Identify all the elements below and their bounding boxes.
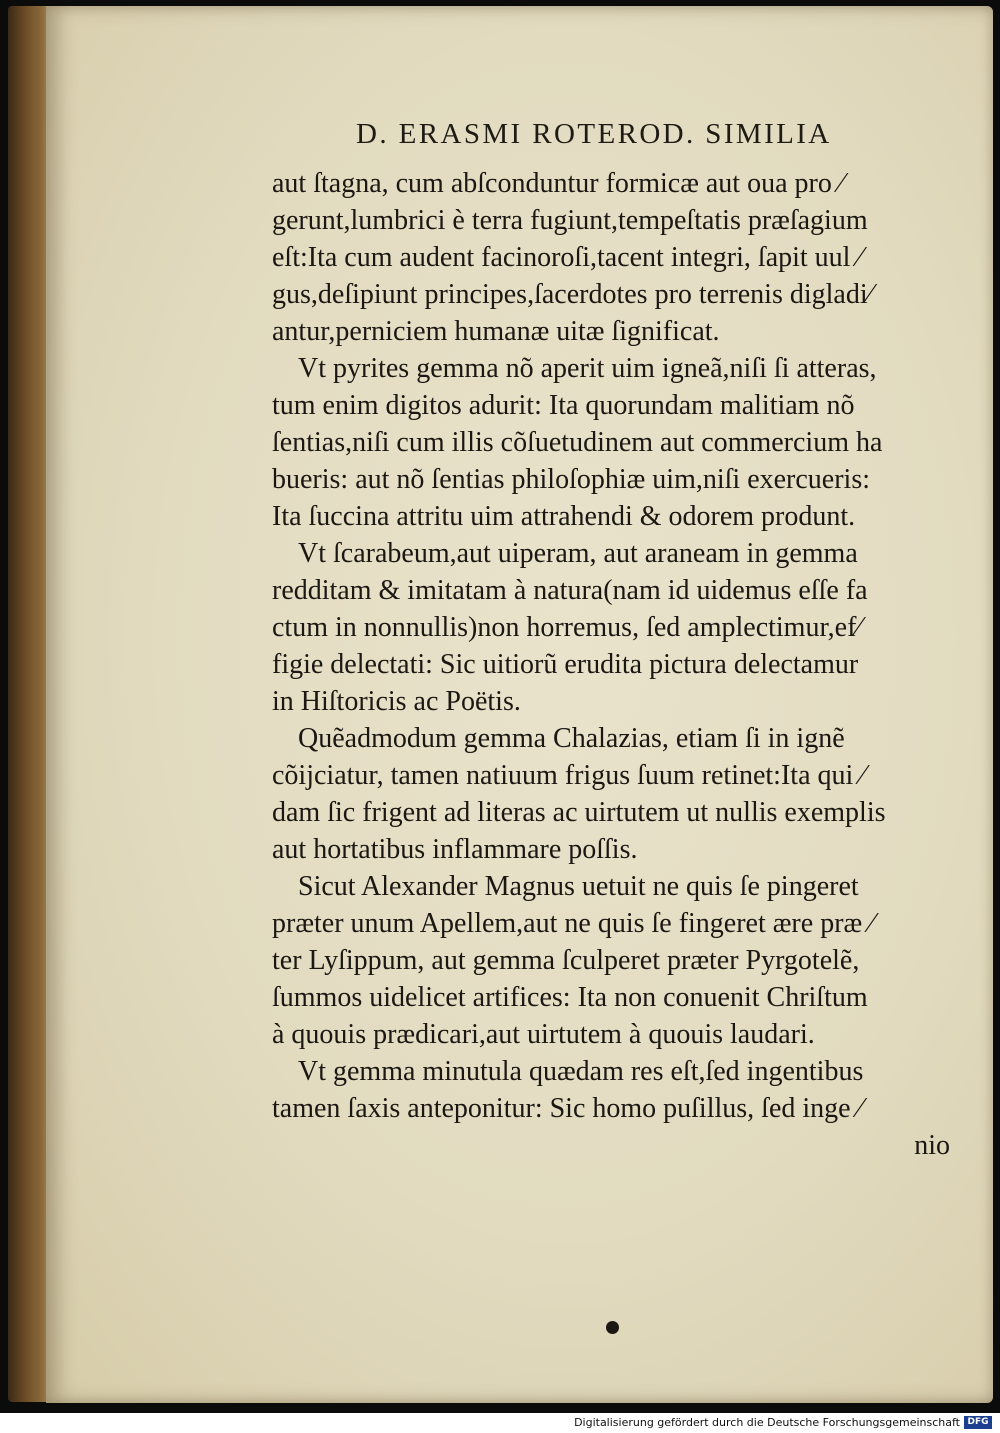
text-line: præter unum Apellem,aut ne quis ſe fingeret ære præ ⁄ [272,908,874,939]
text-line: dam ſic frigent ad literas ac uirtutem ut nullis exemplis [272,797,886,828]
text-line: in Hiſtoricis ac Poëtis. [272,686,521,717]
funding-notice: Digitalisierung gefördert durch die Deutsche Forschungsgemeinschaft [574,1416,960,1429]
text-line: eſt:Ita cum audent facinoroſi,tacent integri, ſapit uul ⁄ [272,242,863,273]
paragraph-first-line: Vt pyrites gemma nõ aperit uim igneã,niſi ſi atteras, [298,353,877,384]
text-line: antur,perniciem humanæ uitæ ſignificat. [272,316,720,347]
text-line: tamen ſaxis anteponitur: Sic homo puſillus, ſed inge ⁄ [272,1093,863,1124]
text-line: à quouis prædicari,aut uirtutem à quouis laudari. [272,1019,815,1050]
text-line: gus,deſipiunt principes,ſacerdotes pro terrenis digladi⁄ [272,279,873,310]
main-text-block [272,165,962,1164]
text-line: Ita ſuccina attritu uim attrahendi & odorem produnt. [272,501,856,532]
signature-dot [606,1321,619,1334]
text-line: aut hortatibus inflammare poſſis. [272,834,638,865]
text-line: aut ſtagna, cum abſconduntur formicæ aut oua pro ⁄ [272,168,844,199]
text-line: ſummos uidelicet artifices: Ita non conuenit Chriſtum [272,982,868,1013]
text-line: tum enim digitos adurit: Ita quorundam malitiam nõ [272,390,855,421]
footer-bar [0,1413,1000,1433]
text-line: cõijciatur, tamen natiuum frigus ſuum retinet:Ita qui ⁄ [272,760,865,791]
text-line: bueris: aut nõ ſentias philoſophiæ uim,niſi exercueris: [272,464,871,495]
paragraph-first-line: Sicut Alexander Magnus uetuit ne quis ſe pingeret [298,871,859,902]
paragraph-first-line: Vt ſcarabeum,aut uiperam, aut araneam in gemma [298,538,858,569]
text-line: ſentias,niſi cum illis cõſuetudinem aut commercium ha [272,427,883,458]
text-line: ctum in nonnullis)non horremus, ſed amplectimur,ef⁄ [272,612,862,643]
text-line: figie delectati: Sic uitiorũ erudita pictura delectamur [272,649,859,680]
paragraph-first-line: Quẽadmodum gemma Chalazias, etiam ſi in ignẽ [298,723,845,754]
paragraph-first-line: Vt gemma minutula quædam res eſt,ſed ingentibus [298,1056,864,1087]
running-head: D. ERASMI ROTEROD. SIMILIA [356,118,832,150]
text-line: ter Lyſippum, aut gemma ſculperet præter Pyrgotelẽ, [272,945,860,976]
dfg-logo: DFG [964,1416,992,1429]
catchword: nio [914,1130,950,1161]
text-line: gerunt,lumbrici è terra fugiunt,tempeſtatis præſagium [272,205,868,236]
text-line: redditam & imitatam à natura(nam id uidemus eſſe fa [272,575,868,606]
